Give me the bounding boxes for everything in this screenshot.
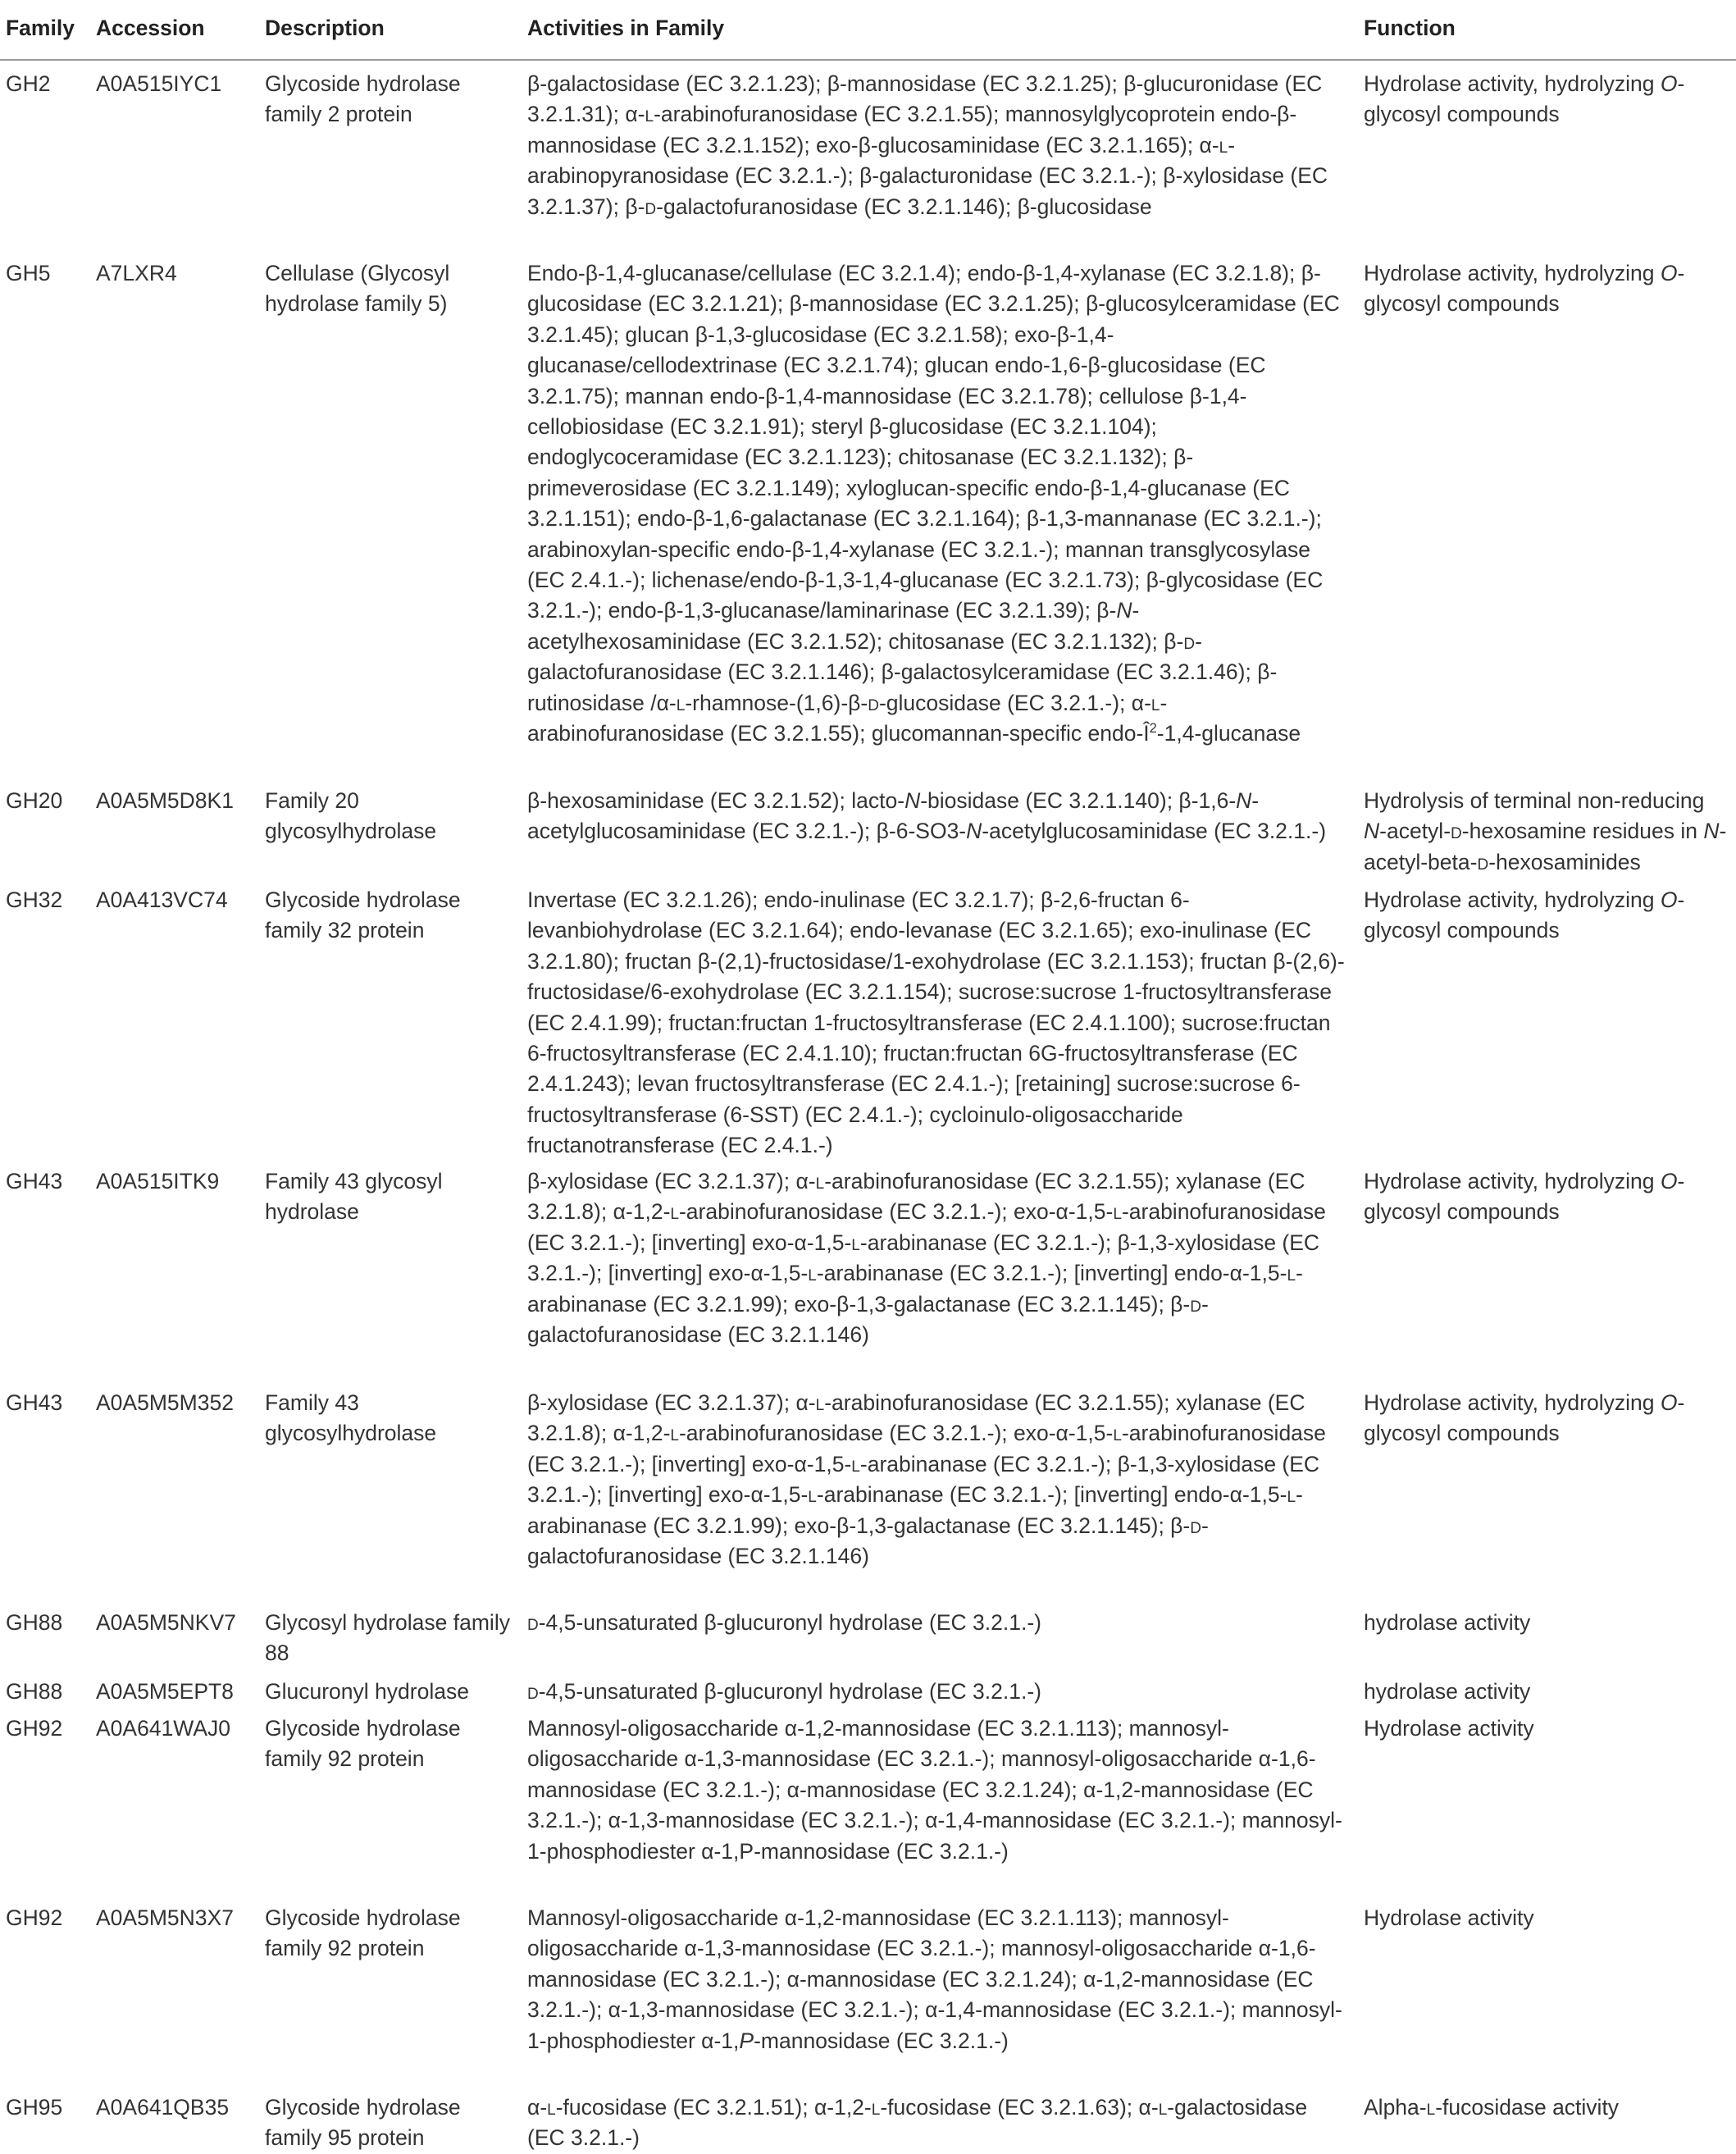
cell-description: Glycoside hydrolase family 92 protein [265,1905,461,1961]
cell-description: Family 20 glycosylhydrolase [265,788,437,844]
cell-description: Glycoside hydrolase family 32 protein [265,888,461,943]
cell-activities: Invertase (EC 3.2.1.26); endo-inulinase (EC 3.2.1.7); β-2,6-fructan 6-levanbiohydrolase (EC 3.2.1.64); endo-levanase (EC 3.2.1.65); exo-inulinase (EC 3.2.1.80); fructan β-(2,1)-fructosidase/1-exohydrolase (EC 3.2.1.153); fructan β-(2,6)-fructosidase/6-exohydrolase (EC 3.2.1.154); sucrose:sucrose 1-fructosyltransferase (EC 2.4.1.99); fructan:fructan 1-fructosyltransferase (EC 2.4.1.100); sucrose:fructan 6-fructosyltransferase (EC 2.4.1.10); fructan:fructan 6G-fructosyltransferase (EC 2.4.1.243); levan fructosyltransferase (EC 2.4.1.-); [retaining] sucrose:sucrose 6-fructosyltransferase (6-SST) (EC 2.4.1.-); cycloinulo-oligosaccharide fructanotransferase (EC 2.4.1.-) [527,888,1345,1158]
cell-function: Hydrolase activity, hydrolyzing O-glycosyl compounds [1364,1390,1685,1446]
header-function: Function [1364,16,1456,40]
cell-description: Cellulase (Glycosyl hydrolase family 5) [265,261,450,317]
table-header [0,0,1736,61]
cell-function: Hydrolase activity, hydrolyzing O-glycosyl compounds [1364,888,1685,943]
table-row [0,2084,1736,2151]
cell-description: Glucuronyl hydrolase [265,1679,469,1704]
table-row [0,1380,1736,1600]
cell-description: Glycoside hydrolase family 95 protein [265,2095,461,2151]
cell-family: GH43 [6,1390,63,1415]
cell-family: GH88 [6,1610,63,1635]
table-row [0,61,1736,250]
cell-accession: A0A413VC74 [96,888,228,912]
cell-family: GH43 [6,1169,63,1193]
cell-activities: d-4,5-unsaturated β-glucuronyl hydrolase (EC 3.2.1.-) [527,1679,1041,1704]
cell-function: Hydrolase activity, hydrolyzing O-glycosyl compounds [1364,71,1685,127]
cell-function: hydrolase activity [1364,1679,1531,1704]
cell-accession: A0A515ITK9 [96,1169,220,1193]
cell-family: GH95 [6,2095,63,2120]
table-row [0,1705,1736,1895]
cell-function: Hydrolase activity, hydrolyzing O-glycosyl compounds [1364,1169,1685,1225]
cell-activities: Mannosyl-oligosaccharide α-1,2-mannosidase (EC 3.2.1.113); mannosyl-oligosaccharide α-1,3-mannosidase (EC 3.2.1.-); mannosyl-oligosaccharide α-1,6-mannosidase (EC 3.2.1.-); α-mannosidase (EC 3.2.1.24); α-1,2-mannosidase (EC 3.2.1.-); α-1,3-mannosidase (EC 3.2.1.-); α-1,4-mannosidase (EC 3.2.1.-); mannosyl-1-phosphodiester α-1,P-mannosidase (EC 3.2.1.-) [527,1716,1342,1864]
table-row [0,1895,1736,2084]
cell-function: Hydrolase activity, hydrolyzing O-glycosyl compounds [1364,261,1685,317]
cell-family: GH92 [6,1905,63,1930]
cell-activities: β-hexosaminidase (EC 3.2.1.52); lacto-N-biosidase (EC 3.2.1.140); β-1,6-N-acetylglucosaminidase (EC 3.2.1.-); β-6-SO3-N-acetylglucosaminidase (EC 3.2.1.-) [527,788,1327,844]
table-row [0,1600,1736,1668]
cell-description: Glycoside hydrolase family 92 protein [265,1716,461,1772]
cell-accession: A0A5M5M352 [96,1390,234,1415]
cell-description: Family 43 glycosyl hydrolase [265,1169,443,1225]
cell-family: GH32 [6,888,63,912]
table-body [0,61,1736,2151]
table-row [0,1158,1736,1380]
header-family: Family [6,16,75,40]
cell-function: Hydrolysis of terminal non-reducing N-acetyl-d-hexosamine residues in N-acetyl-beta-d-hexosaminides [1364,788,1727,874]
cell-family: GH5 [6,261,51,285]
cell-family: GH88 [6,1679,63,1704]
cell-description: Glycoside hydrolase family 2 protein [265,71,461,127]
cell-activities: Endo-β-1,4-glucanase/cellulase (EC 3.2.1.4); endo-β-1,4-xylanase (EC 3.2.1.8); β-glucosidase (EC 3.2.1.21); β-mannosidase (EC 3.2.1.25); β-glucosylceramidase (EC 3.2.1.45); glucan β-1,3-glucosidase (EC 3.2.1.58); exo-β-1,4-glucanase/cellodextrinase (EC 3.2.1.74); glucan endo-1,6-β-glucosidase (EC 3.2.1.75); mannan endo-β-1,4-mannosidase (EC 3.2.1.78); cellulose β-1,4-cellobiosidase (EC 3.2.1.91); steryl β-glucosidase (EC 3.2.1.104); endoglycoceramidase (EC 3.2.1.123); chitosanase (EC 3.2.1.132); β-primeverosidase (EC 3.2.1.149); xyloglucan-specific endo-β-1,4-glucanase (EC 3.2.1.151); endo-β-1,6-galactanase (EC 3.2.1.164); β-1,3-mannanase (EC 3.2.1.-); arabinoxylan-specific endo-β-1,4-xylanase (EC 3.2.1.-); mannan transglycosylase (EC 2.4.1.-); lichenase/endo-β-1,3-1,4-glucanase (EC 3.2.1.73); β-glycosidase (EC 3.2.1.-); endo-β-1,3-glucanase/laminarinase (EC 3.2.1.39); β-N-acetylhexosaminidase (EC 3.2.1.52); chitosanase (EC 3.2.1.132); β-d-galactofuranosidase (EC 3.2.1.146); β-galactosylceramidase (EC 3.2.1.46); β-rutinosidase /α-l-rhamnose-(1,6)-β-d-glucosidase (EC 3.2.1.-); α-l-arabinofuranosidase (EC 3.2.1.55); glucomannan-specific endo-$Î^2-1,4$-glucanase [527,261,1340,746]
cell-activities: Mannosyl-oligosaccharide α-1,2-mannosidase (EC 3.2.1.113); mannosyl-oligosaccharide α-1,3-mannosidase (EC 3.2.1.-); mannosyl-oligosaccharide α-1,6-mannosidase (EC 3.2.1.-); α-mannosidase (EC 3.2.1.24); α-1,2-mannosidase (EC 3.2.1.-); α-1,3-mannosidase (EC 3.2.1.-); α-1,4-mannosidase (EC 3.2.1.-); mannosyl-1-phosphodiester α-1,P-mannosidase (EC 3.2.1.-) [527,1905,1342,2053]
cell-activities: β-galactosidase (EC 3.2.1.23); β-mannosidase (EC 3.2.1.25); β-glucuronidase (EC 3.2.1.31); α-l-arabinofuranosidase (EC 3.2.1.55); mannosylglycoprotein endo-β-mannosidase (EC 3.2.1.152); exo-β-glucosaminidase (EC 3.2.1.165); α-l-arabinopyranosidase (EC 3.2.1.-); β-galacturonidase (EC 3.2.1.-); β-xylosidase (EC 3.2.1.37); β-d-galactofuranosidase (EC 3.2.1.146); β-glucosidase [527,71,1328,219]
cell-accession: A0A5M5N3X7 [96,1905,234,1930]
cell-activities: α-l-fucosidase (EC 3.2.1.51); α-1,2-l-fucosidase (EC 3.2.1.63); α-l-galactosidase (EC 3.2.1.-) [527,2095,1308,2151]
cell-accession: A0A5M5EPT8 [96,1679,234,1704]
cell-accession: A0A641QB35 [96,2095,230,2120]
cell-function: hydrolase activity [1364,1610,1531,1635]
cell-activities: d-4,5-unsaturated β-glucuronyl hydrolase (EC 3.2.1.-) [527,1610,1041,1635]
cell-accession: A7LXR4 [96,261,177,285]
cell-description: Glycosyl hydrolase family 88 [265,1610,510,1666]
cell-function: Hydrolase activity [1364,1905,1534,1930]
cell-family: GH92 [6,1716,63,1741]
header-description: Description [265,16,385,40]
cell-description: Family 43 glycosylhydrolase [265,1390,437,1446]
cell-family: GH20 [6,788,63,813]
cell-accession: A0A5M5NKV7 [96,1610,236,1635]
table-row [0,877,1736,1158]
header-accession: Accession [96,16,205,40]
table-row [0,778,1736,877]
cell-activities: β-xylosidase (EC 3.2.1.37); α-l-arabinofuranosidase (EC 3.2.1.55); xylanase (EC 3.2.1.8); α-1,2-l-arabinofuranosidase (EC 3.2.1.-); exo-α-1,5-l-arabinofuranosidase (EC 3.2.1.-); [inverting] exo-α-1,5-l-arabinanase (EC 3.2.1.-); β-1,3-xylosidase (EC 3.2.1.-); [inverting] exo-α-1,5-l-arabinanase (EC 3.2.1.-); [inverting] endo-α-1,5-l-arabinanase (EC 3.2.1.99); exo-β-1,3-galactanase (EC 3.2.1.145); β-d-galactofuranosidase (EC 3.2.1.146) [527,1390,1326,1569]
cell-function: Alpha-l-fucosidase activity [1364,2095,1620,2120]
cell-function: Hydrolase activity [1364,1716,1534,1741]
cell-accession: A0A5M5D8K1 [96,788,234,813]
header-activities: Activities in Family [527,16,725,40]
cell-family: GH2 [6,71,51,96]
cell-accession: A0A641WAJ0 [96,1716,230,1741]
cell-activities: β-xylosidase (EC 3.2.1.37); α-l-arabinofuranosidase (EC 3.2.1.55); xylanase (EC 3.2.1.8); α-1,2-l-arabinofuranosidase (EC 3.2.1.-); exo-α-1,5-l-arabinofuranosidase (EC 3.2.1.-); [inverting] exo-α-1,5-l-arabinanase (EC 3.2.1.-); β-1,3-xylosidase (EC 3.2.1.-); [inverting] exo-α-1,5-l-arabinanase (EC 3.2.1.-); [inverting] endo-α-1,5-l-arabinanase (EC 3.2.1.99); exo-β-1,3-galactanase (EC 3.2.1.145); β-d-galactofuranosidase (EC 3.2.1.146) [527,1169,1326,1348]
table-row [0,250,1736,778]
cell-accession: A0A515IYC1 [96,71,222,96]
table-row [0,1668,1736,1705]
